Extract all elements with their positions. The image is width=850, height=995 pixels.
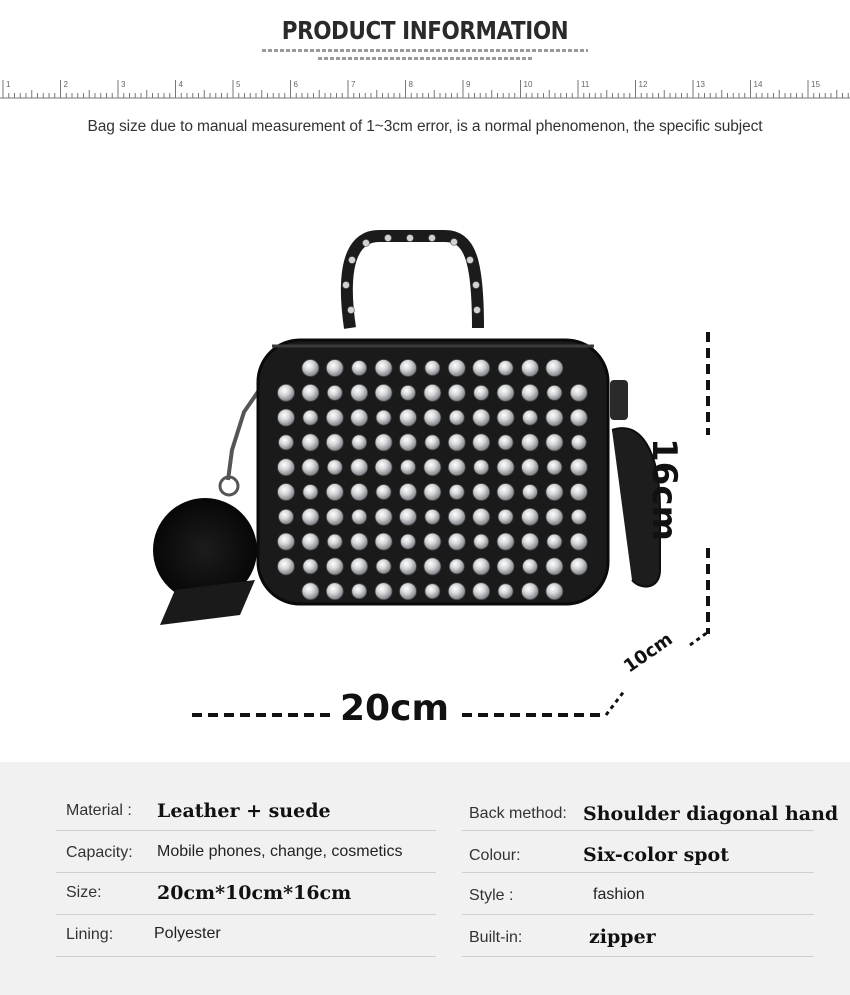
rhinestone-stud bbox=[523, 410, 538, 425]
rhinestone-stud bbox=[376, 559, 391, 574]
rhinestone-stud bbox=[424, 459, 441, 476]
rhinestone-stud bbox=[326, 360, 343, 377]
rhinestone-stud bbox=[375, 533, 392, 550]
depth-dimension-label: 10cm bbox=[620, 628, 677, 678]
ruler-number: 1 bbox=[6, 80, 11, 89]
measurement-notice: Bag size due to manual measurement of 1~3cm error, is a normal phenomenon, the specific subject bbox=[87, 118, 763, 135]
rhinestone-stud bbox=[351, 384, 368, 401]
rhinestone-stud bbox=[278, 484, 295, 501]
ruler-number: 4 bbox=[178, 80, 183, 89]
handle-stud bbox=[407, 235, 414, 242]
decorative-fine-text-line bbox=[262, 49, 588, 52]
rhinestone-stud bbox=[352, 584, 367, 599]
rhinestone-stud bbox=[400, 558, 417, 575]
rhinestone-stud bbox=[302, 508, 319, 525]
rhinestone-stud bbox=[424, 484, 441, 501]
rhinestone-stud bbox=[522, 583, 539, 600]
rhinestone-stud bbox=[546, 583, 563, 600]
rhinestone-stud bbox=[522, 384, 539, 401]
rhinestone-stud bbox=[571, 435, 586, 450]
rhinestone-stud bbox=[570, 484, 587, 501]
ruler-number: 14 bbox=[753, 80, 763, 89]
rhinestone-stud bbox=[351, 484, 368, 501]
rhinestone-stud bbox=[425, 435, 440, 450]
handle-stud bbox=[385, 235, 392, 242]
rhinestone-stud bbox=[571, 509, 586, 524]
rhinestone-stud bbox=[326, 583, 343, 600]
rhinestone-stud bbox=[302, 360, 319, 377]
rhinestone-stud bbox=[473, 434, 490, 451]
rhinestone-stud bbox=[302, 533, 319, 550]
rhinestone-stud bbox=[473, 409, 490, 426]
rhinestone-stud bbox=[448, 459, 465, 476]
rhinestone-stud bbox=[279, 435, 294, 450]
handle-stud bbox=[467, 257, 474, 264]
rhinestone-stud bbox=[302, 459, 319, 476]
rhinestone-stud bbox=[498, 509, 513, 524]
rhinestone-stud bbox=[546, 434, 563, 451]
rhinestone-stud bbox=[375, 459, 392, 476]
ruler-number: 9 bbox=[466, 80, 471, 89]
rhinestone-stud bbox=[375, 583, 392, 600]
rhinestone-stud bbox=[425, 584, 440, 599]
rhinestone-stud bbox=[351, 409, 368, 426]
handle-stud bbox=[451, 239, 458, 246]
rhinestone-stud bbox=[546, 409, 563, 426]
row-divider bbox=[56, 830, 436, 831]
rhinestone-stud bbox=[498, 361, 513, 376]
ruler-graphic bbox=[0, 78, 850, 100]
size-label: Size: bbox=[66, 884, 102, 901]
rhinestone-stud bbox=[326, 409, 343, 426]
rhinestone-stud bbox=[547, 460, 562, 475]
rhinestone-stud bbox=[400, 484, 417, 501]
material-value: Leather + suede bbox=[157, 800, 331, 822]
rhinestone-stud bbox=[497, 558, 514, 575]
rhinestone-stud bbox=[473, 484, 490, 501]
rhinestone-stud bbox=[400, 360, 417, 377]
rhinestone-stud bbox=[522, 533, 539, 550]
ruler-number: 6 bbox=[293, 80, 298, 89]
specification-table bbox=[0, 762, 850, 995]
rhinestone-stud bbox=[448, 533, 465, 550]
rhinestone-stud bbox=[351, 459, 368, 476]
rhinestone-stud bbox=[375, 384, 392, 401]
rhinestone-stud bbox=[278, 558, 295, 575]
rhinestone-stud bbox=[302, 434, 319, 451]
rhinestone-stud bbox=[376, 410, 391, 425]
rhinestone-stud bbox=[522, 459, 539, 476]
row-divider bbox=[56, 914, 436, 915]
rhinestone-stud bbox=[425, 509, 440, 524]
rhinestone-stud bbox=[497, 459, 514, 476]
rhinestone-stud bbox=[473, 558, 490, 575]
rhinestone-stud bbox=[424, 558, 441, 575]
rhinestone-stud bbox=[351, 558, 368, 575]
rhinestone-stud bbox=[522, 508, 539, 525]
rhinestone-stud bbox=[375, 508, 392, 525]
handle-stud bbox=[343, 282, 350, 289]
rhinestone-stud bbox=[546, 508, 563, 525]
rhinestone-stud bbox=[400, 508, 417, 525]
rhinestone-stud bbox=[278, 459, 295, 476]
rhinestone-stud bbox=[303, 485, 318, 500]
rhinestone-stud bbox=[570, 533, 587, 550]
product-image bbox=[0, 150, 850, 762]
rhinestone-stud bbox=[570, 409, 587, 426]
rhinestone-stud bbox=[376, 485, 391, 500]
back-method-value: Shoulder diagonal hand bbox=[583, 803, 839, 825]
depth-dimension-line-a bbox=[606, 690, 625, 715]
ruler-number: 2 bbox=[63, 80, 68, 89]
strap-connector bbox=[610, 380, 628, 420]
page-title: PRODUCT INFORMATION bbox=[281, 16, 569, 45]
height-dimension-label: 16cm bbox=[644, 438, 684, 541]
handle-stud bbox=[348, 307, 355, 314]
built-in-label: Built-in: bbox=[469, 929, 523, 946]
rhinestone-stud bbox=[448, 434, 465, 451]
rhinestone-stud bbox=[327, 534, 342, 549]
rhinestone-stud bbox=[448, 508, 465, 525]
depth-dimension-line-b bbox=[690, 632, 708, 645]
ruler-number: 15 bbox=[811, 80, 820, 89]
rhinestone-stud bbox=[448, 360, 465, 377]
rhinestone-stud bbox=[375, 360, 392, 377]
rhinestone-stud bbox=[473, 360, 490, 377]
rhinestone-stud bbox=[302, 583, 319, 600]
row-divider bbox=[462, 830, 814, 831]
rhinestone-stud bbox=[449, 410, 464, 425]
lining-label: Lining: bbox=[66, 926, 114, 943]
rhinestone-stud bbox=[473, 508, 490, 525]
rhinestone-stud bbox=[425, 361, 440, 376]
rhinestone-stud bbox=[400, 409, 417, 426]
rhinestone-stud bbox=[326, 434, 343, 451]
size-value: 20cm*10cm*16cm bbox=[157, 882, 352, 904]
rhinestone-stud bbox=[326, 508, 343, 525]
rhinestone-stud bbox=[497, 409, 514, 426]
rhinestone-stud bbox=[278, 533, 295, 550]
decorative-fine-text-line bbox=[318, 57, 532, 60]
rhinestone-stud bbox=[448, 583, 465, 600]
material-label: Material : bbox=[66, 802, 132, 819]
rhinestone-stud bbox=[302, 384, 319, 401]
ruler-number: 8 bbox=[408, 80, 413, 89]
rhinestone-stud bbox=[570, 558, 587, 575]
rhinestone-stud bbox=[352, 509, 367, 524]
rhinestone-stud bbox=[326, 484, 343, 501]
ruler-number: 13 bbox=[696, 80, 705, 89]
rhinestone-stud bbox=[498, 435, 513, 450]
rhinestone-stud bbox=[303, 559, 318, 574]
ruler-number: 10 bbox=[523, 80, 533, 89]
rhinestone-stud bbox=[327, 460, 342, 475]
header bbox=[0, 0, 850, 150]
handle-stud bbox=[363, 240, 370, 247]
handle-stud bbox=[429, 235, 436, 242]
capacity-label: Capacity: bbox=[66, 844, 133, 861]
rhinestone-stud bbox=[497, 533, 514, 550]
capacity-value: Mobile phones, change, cosmetics bbox=[157, 843, 403, 860]
ruler-number: 5 bbox=[236, 80, 241, 89]
rhinestone-stud bbox=[498, 584, 513, 599]
ruler-number: 3 bbox=[121, 80, 126, 89]
handle-stud bbox=[473, 282, 480, 289]
rhinestone-stud bbox=[497, 484, 514, 501]
rhinestone-stud bbox=[546, 558, 563, 575]
row-divider bbox=[462, 872, 814, 873]
handle-stud bbox=[349, 257, 356, 264]
rhinestone-stud bbox=[400, 583, 417, 600]
rhinestone-stud bbox=[522, 434, 539, 451]
back-method-label: Back method: bbox=[469, 805, 567, 822]
rhinestone-stud bbox=[474, 534, 489, 549]
rhinestone-stud bbox=[448, 384, 465, 401]
colour-label: Colour: bbox=[469, 847, 521, 864]
rhinestone-stud bbox=[401, 385, 416, 400]
rhinestone-stud bbox=[278, 384, 295, 401]
measuring-ruler bbox=[0, 78, 850, 100]
ruler-number: 12 bbox=[638, 80, 648, 89]
colour-value: Six-color spot bbox=[583, 844, 730, 866]
rhinestone-stud bbox=[424, 384, 441, 401]
rhinestone-stud bbox=[401, 534, 416, 549]
rhinestone-stud bbox=[327, 385, 342, 400]
rhinestone-stud bbox=[522, 360, 539, 377]
handbag-illustration bbox=[0, 150, 850, 762]
row-divider bbox=[56, 872, 436, 873]
rhinestone-stud bbox=[375, 434, 392, 451]
rhinestone-stud bbox=[546, 484, 563, 501]
rhinestone-stud bbox=[352, 361, 367, 376]
rhinestone-stud bbox=[474, 460, 489, 475]
row-divider bbox=[462, 914, 814, 915]
rhinestone-stud bbox=[303, 410, 318, 425]
rhinestone-stud bbox=[424, 533, 441, 550]
rhinestone-stud bbox=[497, 384, 514, 401]
rhinestone-stud bbox=[449, 485, 464, 500]
style-value: fashion bbox=[593, 886, 645, 903]
rhinestone-stud bbox=[351, 533, 368, 550]
row-divider bbox=[462, 956, 814, 957]
rhinestone-stud bbox=[401, 460, 416, 475]
rhinestone-stud bbox=[352, 435, 367, 450]
rhinestone-stud bbox=[523, 559, 538, 574]
rhinestone-stud bbox=[547, 385, 562, 400]
ruler-number: 11 bbox=[581, 80, 590, 89]
row-divider bbox=[56, 956, 436, 957]
lining-value: Polyester bbox=[154, 925, 221, 942]
rhinestone-stud bbox=[449, 559, 464, 574]
rhinestone-stud bbox=[570, 459, 587, 476]
width-dimension-label: 20cm bbox=[340, 688, 449, 729]
ruler-number: 7 bbox=[351, 80, 356, 89]
handle-stud bbox=[474, 307, 481, 314]
rhinestone-stud bbox=[279, 509, 294, 524]
rhinestone-stud bbox=[570, 384, 587, 401]
built-in-value: zipper bbox=[589, 926, 656, 948]
rhinestone-stud bbox=[546, 360, 563, 377]
style-label: Style : bbox=[469, 887, 514, 904]
rhinestone-stud bbox=[400, 434, 417, 451]
rhinestone-stud bbox=[547, 534, 562, 549]
rhinestone-stud bbox=[424, 409, 441, 426]
rhinestone-stud bbox=[278, 409, 295, 426]
rhinestone-stud bbox=[474, 385, 489, 400]
rhinestone-stud bbox=[523, 485, 538, 500]
bag-handle bbox=[347, 236, 478, 328]
rhinestone-stud bbox=[473, 583, 490, 600]
rhinestone-stud bbox=[326, 558, 343, 575]
